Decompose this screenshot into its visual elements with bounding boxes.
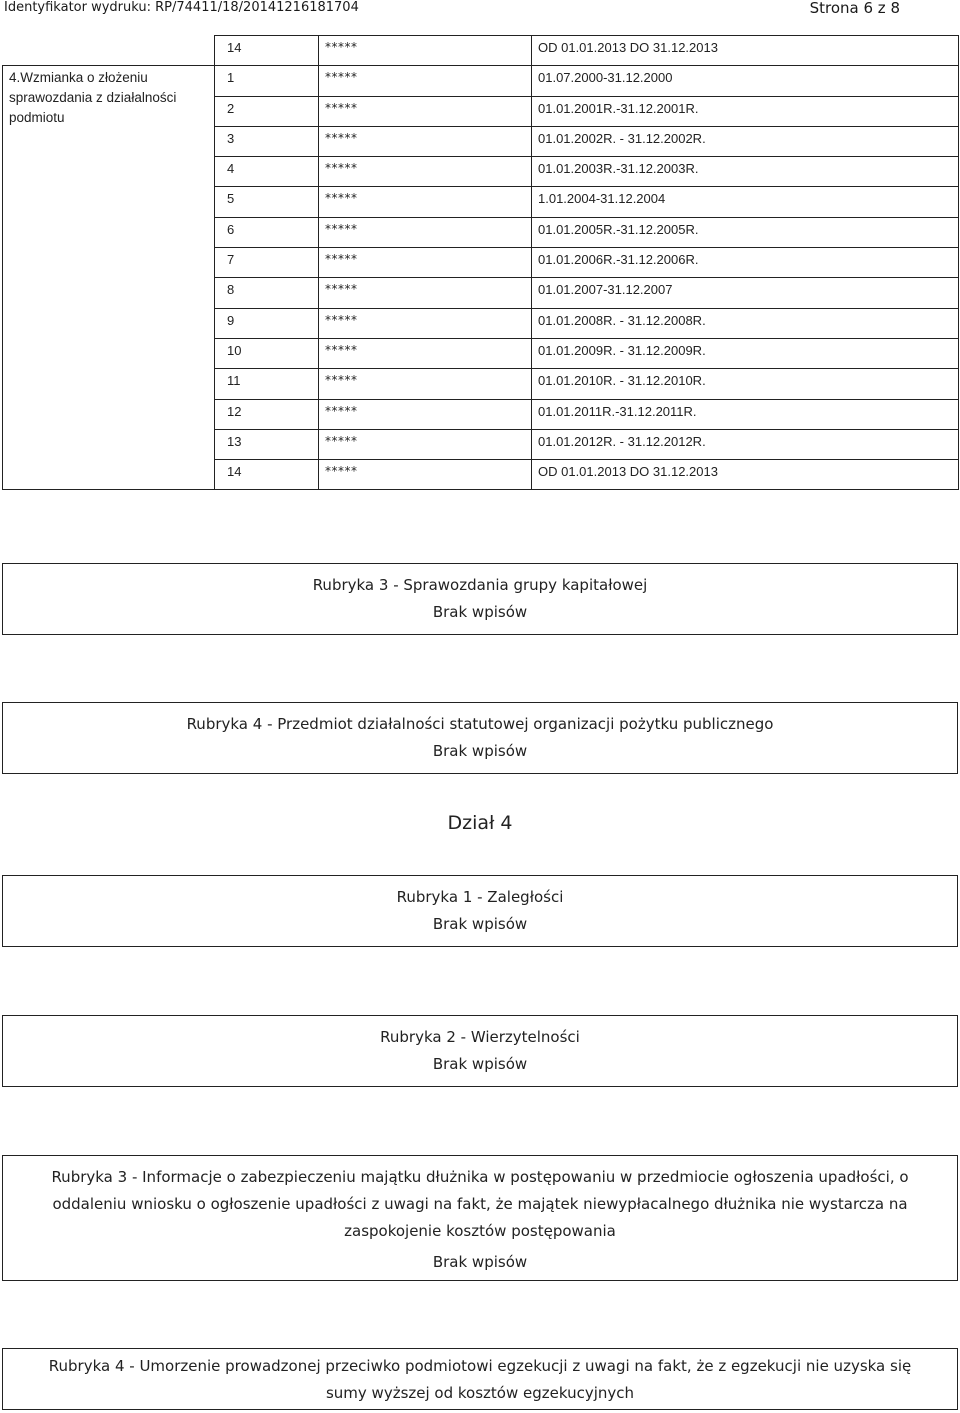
entry-number: 14 [215, 36, 319, 66]
entry-masked: ***** [319, 308, 532, 338]
entry-number: 1 [215, 66, 319, 96]
entry-period: 01.01.2002R. - 31.12.2002R. [532, 126, 959, 156]
entry-number: 2 [215, 96, 319, 126]
section-note: Brak wpisów [432, 1055, 528, 1073]
entry-number: 9 [215, 308, 319, 338]
entry-period: 01.01.2007-31.12.2007 [532, 278, 959, 308]
entry-masked: ***** [319, 157, 532, 187]
entry-period: 01.01.2011R.-31.12.2011R. [532, 399, 959, 429]
entry-period: OD 01.01.2013 DO 31.12.2013 [532, 460, 959, 490]
entry-period: 01.01.2005R.-31.12.2005R. [532, 217, 959, 247]
entry-period: 01.01.2008R. - 31.12.2008R. [532, 308, 959, 338]
dzial-heading: Dział 4 [447, 812, 513, 834]
entry-number: 14 [215, 460, 319, 490]
entry-period: OD 01.01.2013 DO 31.12.2013 [532, 36, 959, 66]
page-number: Strona 6 z 8 [809, 0, 900, 17]
entry-masked: ***** [319, 217, 532, 247]
entry-masked: ***** [319, 126, 532, 156]
wzmianka-table [2, 35, 959, 490]
entry-number: 12 [215, 399, 319, 429]
table-row [3, 36, 959, 66]
section-title-line: zaspokojenie kosztów postępowania [344, 1222, 616, 1240]
print-identifier: Identyfikator wydruku: RP/74411/18/20141216181704 [4, 0, 359, 15]
entry-number: 6 [215, 217, 319, 247]
section-title-line: oddaleniu wniosku o ogłoszenie upadłości z uwagi na fakt, że majątek niewypłacalnego dłużnika nie wystarcza na [52, 1195, 908, 1213]
table-row [3, 66, 959, 96]
entry-masked: ***** [319, 96, 532, 126]
entry-number: 8 [215, 278, 319, 308]
blank-cell [3, 36, 215, 66]
entry-period: 01.01.2003R.-31.12.2003R. [532, 157, 959, 187]
section-note: Brak wpisów [432, 915, 528, 933]
section-d4-rubryka-3 [2, 1155, 958, 1281]
entry-masked: ***** [319, 66, 532, 96]
entry-period: 01.01.2010R. - 31.12.2010R. [532, 369, 959, 399]
section-title: Rubryka 1 - Zaległości [396, 888, 564, 906]
entry-masked: ***** [319, 460, 532, 490]
entry-period: 01.01.2009R. - 31.12.2009R. [532, 338, 959, 368]
entry-number: 5 [215, 187, 319, 217]
entry-masked: ***** [319, 248, 532, 278]
entry-masked: ***** [319, 36, 532, 66]
section-note: Brak wpisów [432, 603, 528, 621]
entry-masked: ***** [319, 429, 532, 459]
entry-period: 01.07.2000-31.12.2000 [532, 66, 959, 96]
entry-masked: ***** [319, 369, 532, 399]
section-title-line: Rubryka 3 - Informacje o zabezpieczeniu majątku dłużnika w postępowaniu w przedmiocie ogłoszenia upadłości, o [51, 1168, 909, 1186]
section-note: Brak wpisów [432, 742, 528, 760]
page-header [0, 0, 960, 20]
section-title: Rubryka 4 - Przedmiot działalności statutowej organizacji pożytku publicznego [186, 715, 774, 733]
entry-number: 13 [215, 429, 319, 459]
entry-period: 01.01.2012R. - 31.12.2012R. [532, 429, 959, 459]
section-title: Rubryka 2 - Wierzytelności [380, 1028, 580, 1046]
entry-number: 4 [215, 157, 319, 187]
entry-number: 11 [215, 369, 319, 399]
section-d4-rubryka-1 [2, 875, 958, 947]
entry-number: 3 [215, 126, 319, 156]
section-title-line: sumy wyższej od kosztów egzekucyjnych [325, 1384, 635, 1402]
entry-number: 7 [215, 248, 319, 278]
section-d4-rubryka-4 [2, 1348, 958, 1410]
section-rubryka-3 [2, 563, 958, 635]
entry-masked: ***** [319, 278, 532, 308]
entry-period: 01.01.2006R.-31.12.2006R. [532, 248, 959, 278]
section-rubryka-4 [2, 702, 958, 774]
entry-masked: ***** [319, 338, 532, 368]
section-note: Brak wpisów [432, 1253, 528, 1271]
section-d4-rubryka-2 [2, 1015, 958, 1087]
entry-number: 10 [215, 338, 319, 368]
section-title-line: Rubryka 4 - Umorzenie prowadzonej przeciwko podmiotowi egzekucji z uwagi na fakt, że z egzekucji nie uzyska się [48, 1357, 912, 1375]
section-title: Rubryka 3 - Sprawozdania grupy kapitałowej [312, 576, 648, 594]
entry-period: 01.01.2001R.-31.12.2001R. [532, 96, 959, 126]
entry-period: 1.01.2004-31.12.2004 [532, 187, 959, 217]
wzmianka-label: 4.Wzmianka o złożeniu sprawozdania z działalności podmiotu [3, 66, 215, 490]
entry-masked: ***** [319, 399, 532, 429]
entry-masked: ***** [319, 187, 532, 217]
